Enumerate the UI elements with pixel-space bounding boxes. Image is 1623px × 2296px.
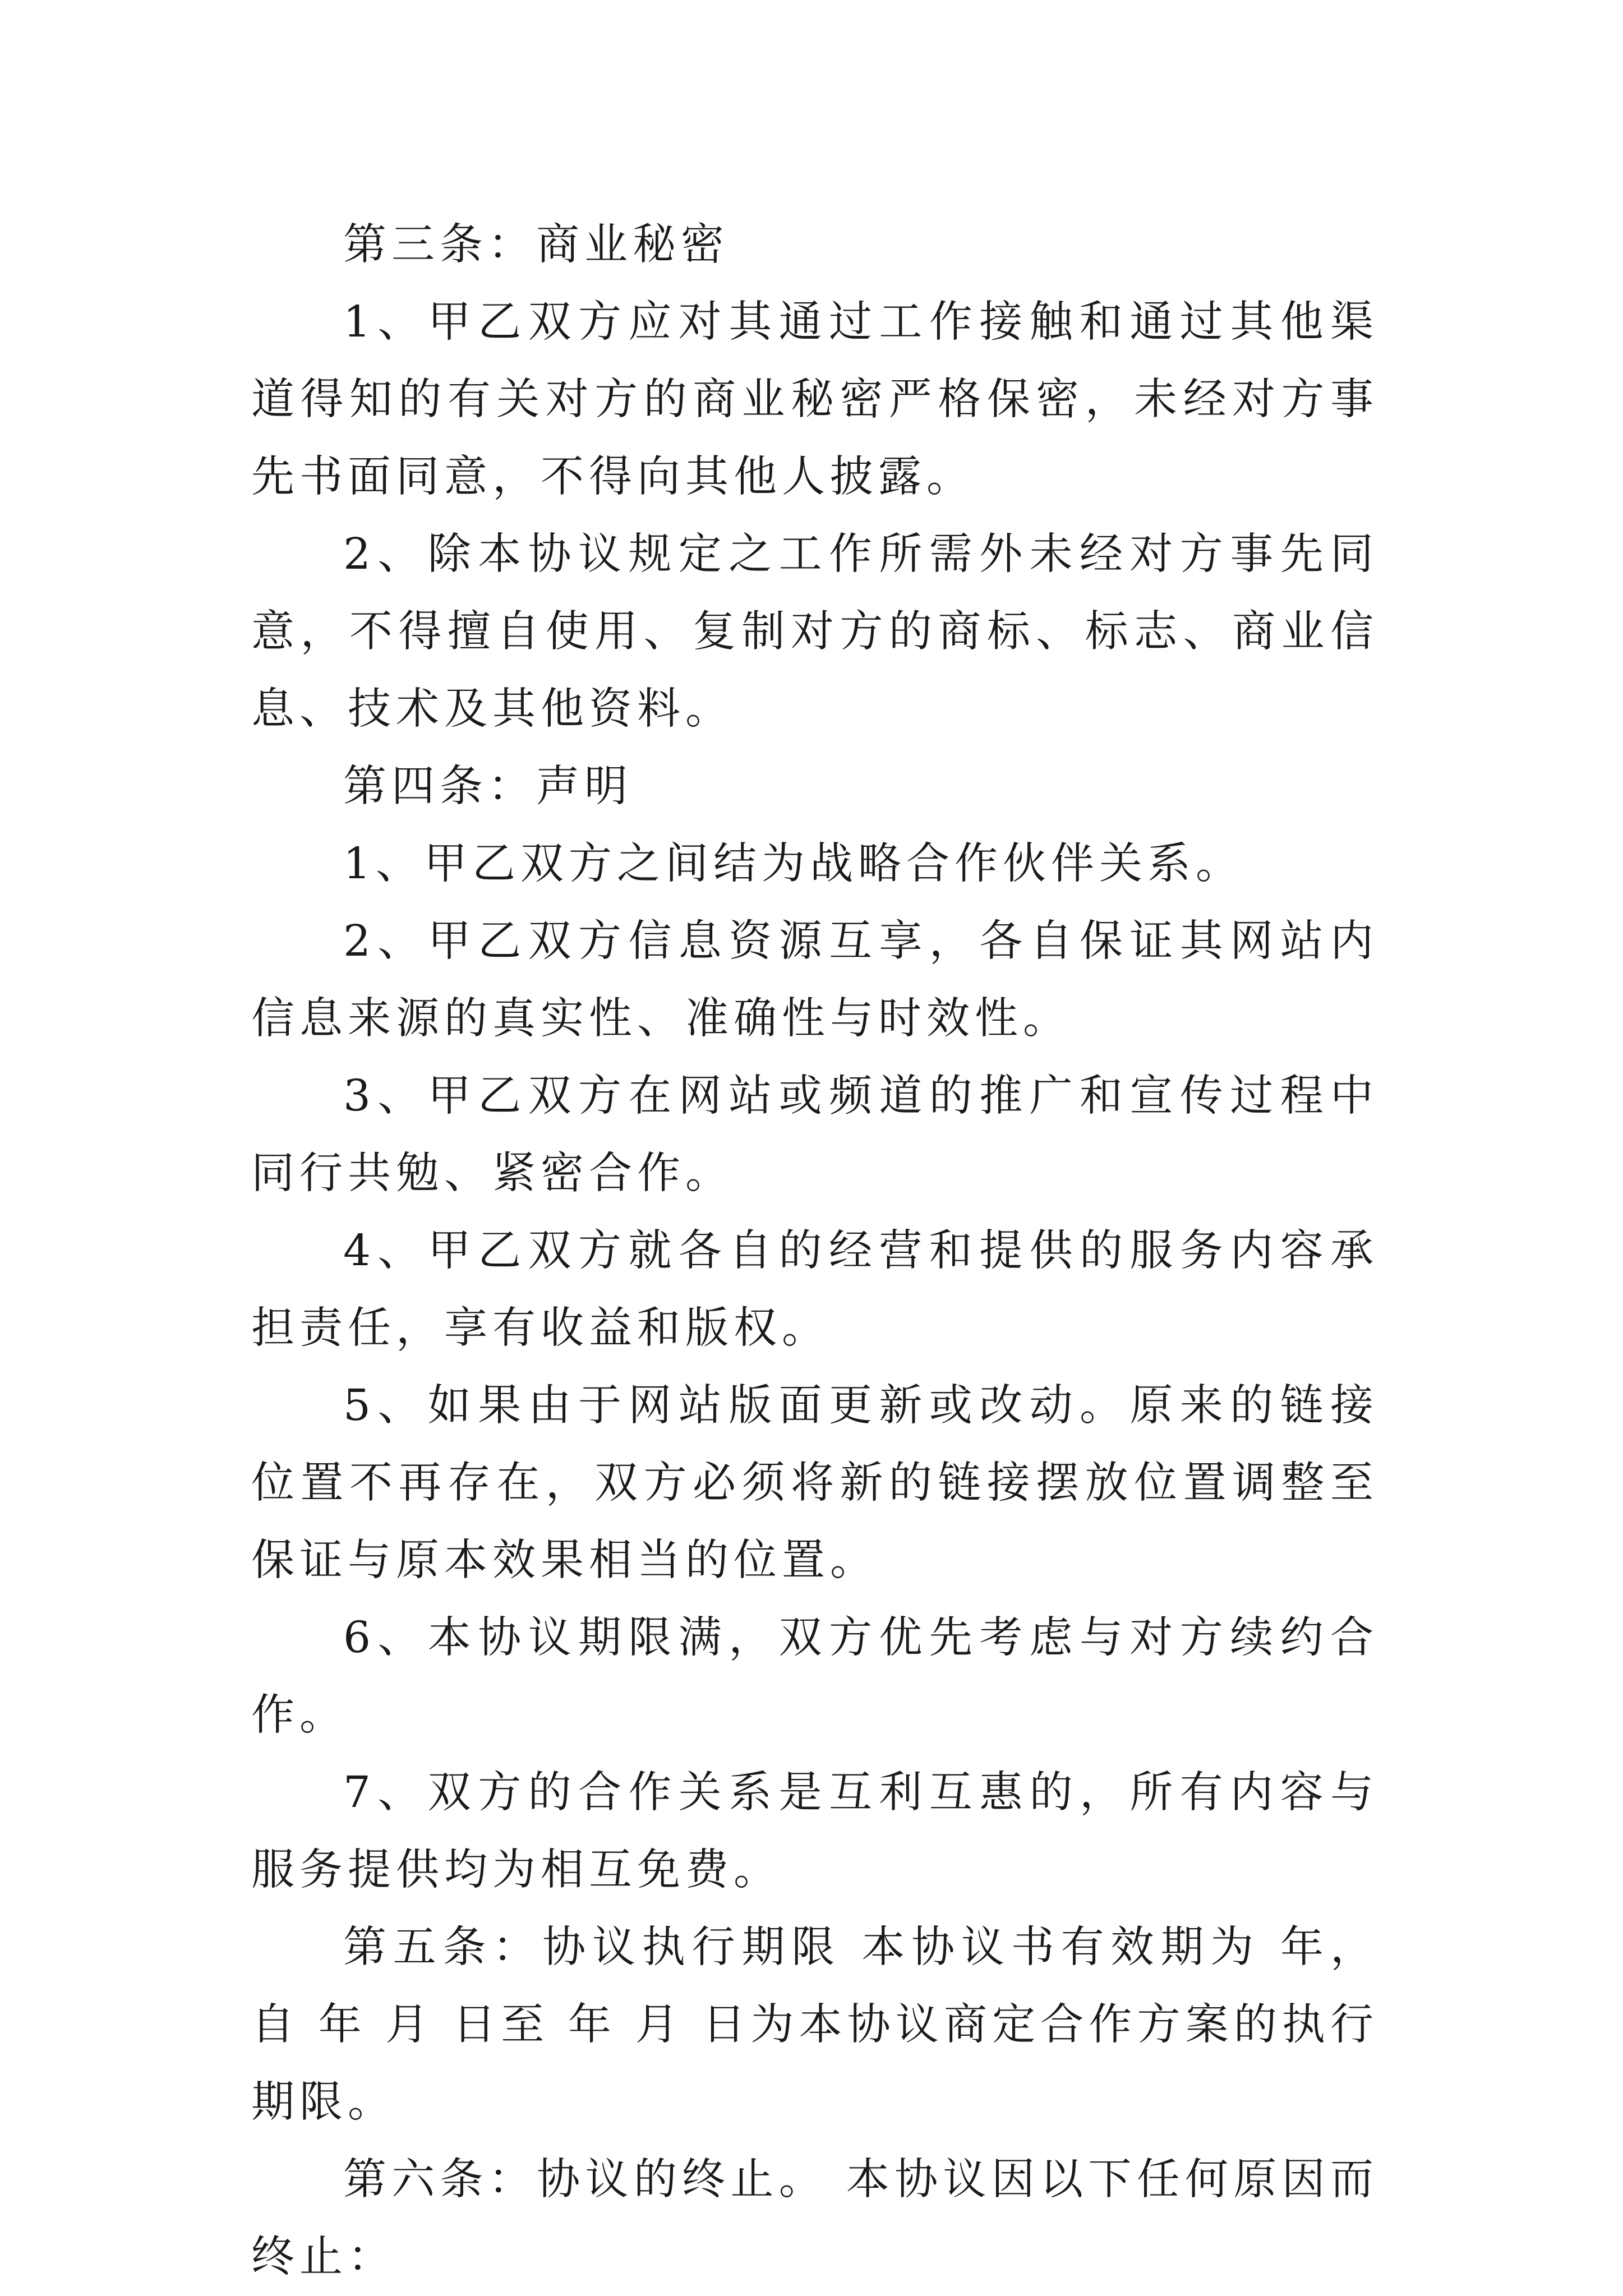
clause-paragraph: 1、甲乙双方之间结为战略合作伙伴关系。 [343,839,1244,889]
clause-paragraph: 2、除本协议规定之工作所需外未经对方事先同意，不得擅自使用、复制对方的商标、标志、商业信息、技术及其他资料。 [251,529,1378,734]
clause-paragraph: 6、本协议期限满，双方优先考虑与对方续约合作。 [251,1613,1378,1740]
clause-paragraph: 1、甲乙双方应对其通过工作接触和通过其他渠道得知的有关对方的商业秘密严格保密，未经对方事先书面同意，不得向其他人披露。 [251,297,1378,502]
clause-paragraph: 4、甲乙双方就各自的经营和提供的服务内容承担责任，享有收益和版权。 [251,1226,1378,1353]
section-heading-trade-secrets: 第三条：商业秘密 [343,220,729,270]
section-heading-statement: 第四条：声明 [343,762,633,812]
clause-paragraph: 5、如果由于网站版面更新或改动。原来的链接位置不再存在，双方必须将新的链接摆放位置调整至保证与原本效果相当的位置。 [251,1381,1378,1585]
section-heading-termination: 第六条：协议的终止。 本协议因以下任何原因而终止： [251,2155,1378,2282]
clause-paragraph: 3、甲乙双方在网站或频道的推广和宣传过程中同行共勉、紧密合作。 [251,1071,1378,1198]
clause-paragraph: 2、甲乙双方信息资源互享，各自保证其网站内信息来源的真实性、准确性与时效性。 [251,916,1378,1044]
clause-paragraph: 7、双方的合作关系是互利互惠的，所有内容与服务提供均为相互免费。 [251,1768,1378,1895]
document-body [251,206,1378,2296]
section-heading-term: 第五条：协议执行期限 本协议书有效期为 年，自 年 月 日至 年 月 日为本协议商定合作方案的执行期限。 [251,1922,1378,2127]
